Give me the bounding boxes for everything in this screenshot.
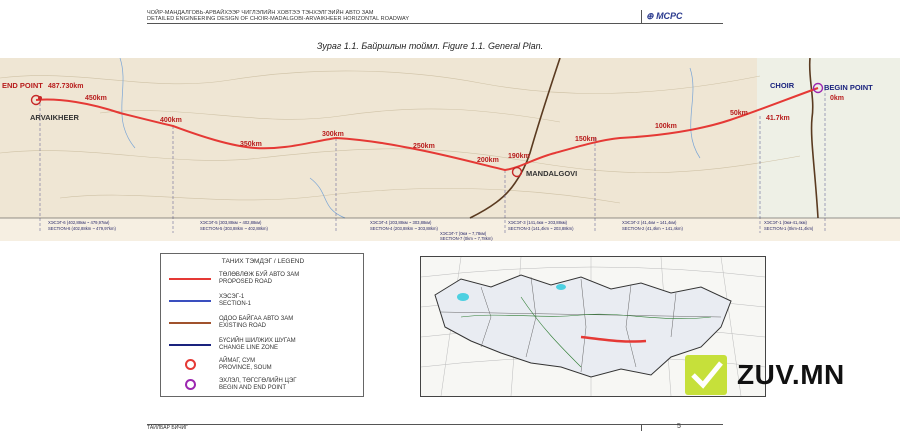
- km-label: 100km: [655, 123, 677, 130]
- legend-item-province: [161, 358, 365, 378]
- km-label: 150km: [575, 136, 597, 143]
- legend-label-en: BEGIN AND END POINT: [219, 385, 287, 391]
- section-label: SECTION-2 (41,4km ~ 141,4km): [622, 226, 683, 231]
- legend-label-mn: ТӨЛӨВЛӨЖ БУЙ АВТО ЗАМ: [219, 272, 300, 278]
- km-label: 450km: [85, 95, 107, 102]
- mandalgovi-label: MANDALGOVI: [526, 169, 578, 178]
- end-point-marker: [38, 96, 42, 100]
- change-line-swatch: [169, 344, 211, 346]
- logo-text: MCPC: [656, 11, 683, 21]
- choir-label: CHOIR: [770, 81, 795, 90]
- begin-end-circle-icon: [185, 379, 196, 390]
- legend-label-en: SECTION-1: [219, 301, 252, 307]
- section-label: ХЭСЭГ-4 (203,88км ~ 303,88км): [370, 220, 432, 225]
- section-label: SECTION-3 (141,4km ~ 203,88km): [508, 226, 574, 231]
- footer-doc-title: ТАЙЛБАР БИЧИГ: [147, 425, 188, 431]
- section-label: SECTION-6 (402,88km ~ 479,97km): [48, 226, 116, 231]
- km-label: 400km: [160, 117, 182, 124]
- section-label: SECTION-1 (0km-41,4km): [764, 226, 814, 231]
- legend-label-mn: ХЭСЭГ-1: [219, 294, 245, 300]
- company-logo: [646, 11, 683, 22]
- legend-label-mn: БҮСИЙН ШИЛЖИХ ШУГАМ: [219, 338, 296, 344]
- general-plan-map: [0, 58, 900, 241]
- footer-divider: [641, 425, 642, 431]
- legend-item-begin-end: [161, 378, 365, 398]
- zuv-logo-icon: [685, 355, 731, 397]
- legend-item-change-line: [161, 338, 365, 358]
- end-point-label: END POINT: [2, 81, 43, 90]
- section-label: ХЭСЭГ-7 (0км ~ 7,78км): [440, 231, 487, 236]
- section-label: SECTION-5 (303,88km ~ 402,88km): [200, 226, 268, 231]
- km-label: 487.730km: [48, 83, 84, 90]
- section-label: ХЭСЭГ-5 (303,88км ~ 402,88км): [200, 220, 262, 225]
- begin-point-label: BEGIN POINT: [824, 83, 873, 92]
- page-header: [147, 10, 723, 24]
- km-label: 50km: [730, 110, 748, 117]
- header-divider: [641, 10, 642, 24]
- section-swatch: [169, 300, 211, 302]
- section-label: ХЭСЭГ-1 (0км-41,4км): [764, 220, 807, 225]
- map-legend: [160, 253, 364, 397]
- legend-item-existing-road: [161, 316, 365, 336]
- page-number: 5: [677, 423, 681, 430]
- section-label: ХЭСЭГ-3 (141,4км ~ 203,88км): [508, 220, 568, 225]
- km-label: 0km: [830, 95, 845, 102]
- zuv-mn-text: ZUV.MN: [737, 359, 845, 390]
- section-label: ХЭСЭГ-2 (41,4км ~ 141,4км): [622, 220, 677, 225]
- legend-title: ТАНИХ ТЭМДЭГ / LEGEND: [221, 258, 305, 265]
- existing-road-swatch: [169, 322, 211, 324]
- legend-label-en: PROVINCE, SOUM: [219, 365, 272, 371]
- km-label: 190km: [508, 153, 530, 160]
- km-label: 350km: [240, 141, 262, 148]
- logo-icon: ⊕: [646, 11, 654, 21]
- km-label: 200km: [477, 157, 499, 164]
- zuv-mn-watermark: [685, 353, 875, 401]
- header-line-mn: ЧОЙР-МАНДАЛГОВЬ-АРВАЙХЭЭР ЧИГЛЭЛИЙН ХОВТЭЭ ТЭНХЭЛГЭИЙН АВТО ЗАМ: [147, 10, 374, 16]
- figure-caption: Зураг 1.1. Байршлын тоймл. Figure 1.1. General Plan.: [316, 41, 544, 51]
- km-label: 250km: [413, 143, 435, 150]
- legend-item-section: [161, 294, 365, 314]
- section-label: SECTION-4 (203,88km ~ 303,88km): [370, 226, 438, 231]
- section-label: SECTION-7 (0km ~ 7,78km): [440, 236, 493, 241]
- province-circle-icon: [185, 359, 196, 370]
- km-label: 300km: [322, 131, 344, 138]
- legend-label-mn: ОДОО БАЙГАА АВТО ЗАМ: [219, 316, 294, 322]
- legend-label-en: EXISTING ROAD: [219, 323, 267, 329]
- legend-label-en: CHANGE LINE ZONE: [219, 345, 279, 351]
- legend-item-proposed-road: [161, 272, 365, 292]
- legend-label-en: PROPOSED ROAD: [219, 279, 273, 285]
- header-line-en: DETAILED ENGINEERING DESIGN OF CHOIR-MADALGOBI-ARVAIKHEER HORIZONTAL ROADWAY: [147, 16, 410, 22]
- legend-label-mn: АЙМАГ, СУМ: [219, 358, 256, 364]
- legend-label-mn: ЭХЛЭЛ, ТӨГСГӨЛИЙН ЦЭГ: [219, 378, 297, 384]
- km-label: 41.7km: [766, 115, 790, 122]
- page-footer: [147, 424, 723, 431]
- section-label: ХЭСЭГ-6 (402,88км ~ 479,97км): [48, 220, 110, 225]
- proposed-road-swatch: [169, 278, 211, 280]
- arvaikheer-label: ARVAIKHEER: [30, 113, 79, 122]
